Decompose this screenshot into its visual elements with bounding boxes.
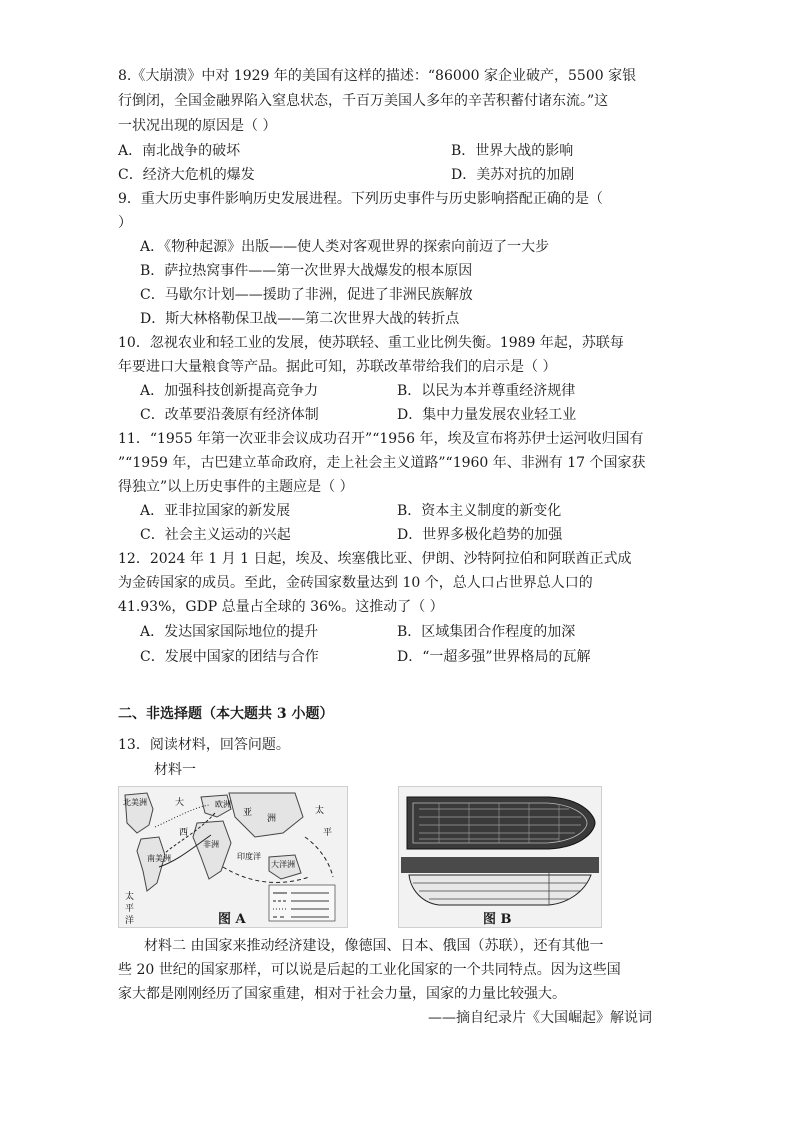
q10-stem-line2: 年要进口大量粮食等产品。据此可知，苏联改革带给我们的启示是（ ） bbox=[118, 359, 557, 375]
q9-option-b[interactable]: B．萨拉热窝事件——第一次世界大战爆发的根本原因 bbox=[140, 263, 473, 279]
figure-a-caption: 图 A bbox=[218, 912, 246, 927]
q10-option-b[interactable]: B．以民为本并尊重经济规律 bbox=[397, 383, 576, 399]
material1-label: 材料一 bbox=[154, 762, 196, 778]
map-label-zhou: 洲 bbox=[267, 814, 277, 824]
q9-option-a[interactable]: A．《物种起源》出版——使人类对客观世界的探索向前迈了一大步 bbox=[140, 239, 550, 255]
q11-option-d[interactable]: D．世界多极化趋势的加强 bbox=[397, 527, 563, 543]
q8-stem-line3: 一状况出现的原因是（ ） bbox=[118, 118, 277, 134]
q11-option-c[interactable]: C．社会主义运动的兴起 bbox=[140, 527, 291, 543]
q12-stem-line3: 41.93%，GDP 总量占全球的 36%。这推动了（ ） bbox=[118, 599, 444, 615]
map-label-da: 大 bbox=[175, 798, 185, 808]
q13-stem: 13．阅读材料，回答问题。 bbox=[118, 737, 290, 753]
figure-b-slave-ship bbox=[398, 786, 602, 928]
figure-a-map bbox=[118, 786, 348, 928]
q8-option-c[interactable]: C．经济大危机的爆发 bbox=[118, 167, 255, 183]
map-label-ping-right: 平 bbox=[323, 828, 333, 838]
q12-option-b[interactable]: B．区域集团合作程度的加深 bbox=[397, 624, 576, 640]
q11-stem-line1: 11．“1955 年第一次亚非会议成功召开”“1956 年，埃及宣布将苏伊士运河收归国有 bbox=[118, 431, 644, 447]
q10-stem-line1: 10．忽视农业和轻工业的发展，使苏联轻、重工业比例失衡。1989 年起，苏联每 bbox=[118, 335, 624, 351]
q11-option-b[interactable]: B．资本主义制度的新变化 bbox=[397, 503, 562, 519]
map-label-oceania: 大洋洲 bbox=[271, 860, 295, 869]
q9-stem-line2: ） bbox=[118, 215, 132, 231]
map-label-africa: 非洲 bbox=[203, 840, 219, 849]
q11-option-a[interactable]: A．亚非拉国家的新发展 bbox=[140, 503, 291, 519]
map-label-xi: 西 bbox=[179, 828, 189, 838]
map-label-tai-right: 太 bbox=[315, 806, 325, 816]
q12-stem-line1: 12．2024 年 1 月 1 日起，埃及、埃塞俄比亚、伊朗、沙特阿拉伯和阿联酋正式成 bbox=[118, 551, 632, 567]
q8-stem-line2: 行倒闭，全国金融界陷入窒息状态，千百万美国人多年的辛苦积蓄付诸东流。”这 bbox=[118, 93, 609, 109]
material2-source: ——摘自纪录片《大国崛起》解说词 bbox=[428, 1010, 652, 1026]
q9-option-c[interactable]: C．马歇尔计划——援助了非洲，促进了非洲民族解放 bbox=[140, 287, 473, 303]
q12-stem-line2: 为金砖国家的成员。至此，金砖国家数量达到 10 个，总人口占世界总人口的 bbox=[118, 575, 593, 591]
q11-stem-line3: 得独立”以上历史事件的主题应是（ ） bbox=[118, 479, 354, 495]
slave-ship-diagram bbox=[399, 787, 601, 927]
q11-stem-line2: ”“1959 年，古巴建立革命政府，走上社会主义道路”“1960 年、非洲有 17 个国家获 bbox=[118, 455, 646, 471]
q10-option-c[interactable]: C．改革要沿袭原有经济体制 bbox=[140, 407, 319, 423]
q8-option-b[interactable]: B．世界大战的影响 bbox=[451, 143, 574, 159]
material2-line3: 家大都是刚刚经历了国家重建，相对于社会力量，国家的力量比较强大。 bbox=[118, 986, 566, 1002]
q12-option-c[interactable]: C．发展中国家的团结与合作 bbox=[140, 649, 319, 665]
map-label-north-america: 北美洲 bbox=[123, 798, 147, 807]
q12-option-a[interactable]: A．发达国家国际地位的提升 bbox=[140, 624, 319, 640]
map-label-yang-left: 洋 bbox=[125, 916, 135, 926]
q9-stem-line1: 9．重大历史事件影响历史发展进程。下列历史事件与历史影响搭配正确的是（ bbox=[118, 191, 603, 207]
map-label-europe: 欧洲 bbox=[215, 800, 231, 809]
q12-option-d[interactable]: D．“一超多强”世界格局的瓦解 bbox=[397, 649, 591, 665]
q8-option-d[interactable]: D．美苏对抗的加剧 bbox=[451, 167, 575, 183]
q10-option-a[interactable]: A．加强科技创新提高竞争力 bbox=[140, 383, 319, 399]
section2-heading: 二、非选择题（本大题共 3 小题） bbox=[118, 706, 334, 722]
map-label-tai-left: 太 bbox=[125, 892, 135, 902]
map-label-ya: 亚 bbox=[243, 808, 253, 818]
material2-line1: 材料二 由国家来推动经济建设，像德国、日本、俄国（苏联），还有其他一 bbox=[144, 938, 604, 954]
q8-stem-line1: 8.《大崩溃》中对 1929 年的美国有这样的描述：“86000 家企业破产，5500 家银 bbox=[118, 68, 637, 84]
triangular-trade-map bbox=[119, 787, 347, 927]
map-label-indian-ocean: 印度洋 bbox=[237, 852, 261, 861]
material2-line2: 些 20 世纪的国家那样，可以说是后起的工业化国家的一个共同特点。因为这些国 bbox=[118, 962, 621, 978]
q9-option-d[interactable]: D．斯大林格勒保卫战——第二次世界大战的转折点 bbox=[140, 311, 460, 327]
map-label-south-america: 南美洲 bbox=[147, 854, 171, 863]
map-label-ping-left: 平 bbox=[125, 904, 135, 914]
figure-b-caption: 图 B bbox=[483, 912, 512, 927]
q10-option-d[interactable]: D．集中力量发展农业轻工业 bbox=[397, 407, 577, 423]
q8-option-a[interactable]: A．南北战争的破坏 bbox=[118, 143, 241, 159]
